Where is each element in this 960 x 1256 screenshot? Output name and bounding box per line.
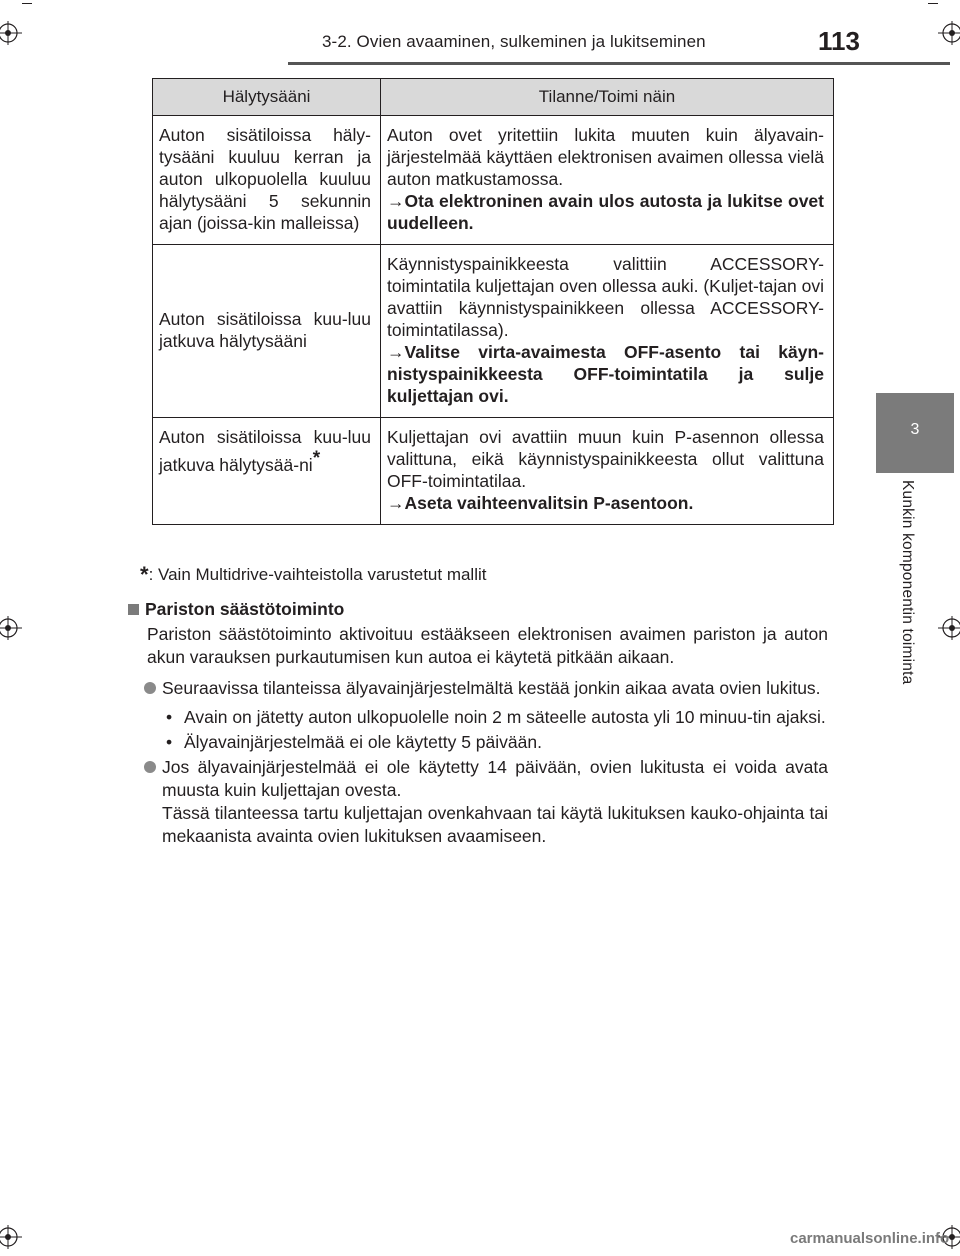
sound-text: Auton sisätiloissa häly-tysääni kuuluu kerran ja auton ulkopuolella kuuluu hälytysääni 5 sekunnin ajan (joissa-kin malleissa) (159, 125, 371, 233)
trim-line (22, 3, 32, 4)
section-body: Pariston säästötoiminto aktivoituu estääkseen elektronisen avaimen pariston ja auton akun varauksen purkautumisen kun autoa ei käytetä pitkään aikaan. (147, 624, 828, 667)
subitem-text: Avain on jätetty auton ulkopuolelle noin 2 m säteelle autosta yli 10 minuu-tin ajaksi. (184, 707, 826, 727)
crop-mark-bottom-left (0, 1222, 30, 1252)
trim-line (928, 3, 938, 4)
column-header-sound: Hälytysääni (153, 79, 381, 116)
table-header-row (153, 79, 834, 116)
footnote-mark: * (312, 448, 321, 469)
crop-mark-top-left (0, 18, 30, 48)
crop-mark-mid-right (930, 613, 960, 643)
section-title-text: Pariston säästötoiminto (145, 599, 345, 619)
situation-text: Auton ovet yritettiin lukita muuten kuin älyavain-järjestelmää käyttäen elektronisen avaimen ollessa vielä auton matkustamossa. (387, 125, 824, 189)
sound-cell (153, 116, 381, 245)
circle-bullet-icon (144, 761, 156, 773)
circle-bullet-icon (144, 682, 156, 694)
column-header-situation: Tilanne/Toimi näin (381, 79, 834, 116)
sound-text: Auton sisätiloissa kuu-luu jatkuva hälytysääni (159, 309, 371, 351)
table-row (153, 116, 834, 245)
chapter-title-vertical (901, 480, 931, 730)
arrow-icon: → (387, 493, 405, 513)
sub-list-item (128, 706, 828, 729)
list-item (128, 756, 828, 848)
action-text: Aseta vaihteenvalitsin P-asentoon. (404, 493, 694, 513)
chapter-number: 3 (910, 421, 920, 438)
crop-mark-mid-left (0, 613, 30, 643)
list-item (128, 677, 828, 700)
arrow-icon: → (387, 191, 405, 211)
dot-bullet-icon: • (166, 707, 173, 727)
footnote-star: * (140, 562, 149, 587)
sound-cell (153, 418, 381, 525)
alarm-table (152, 78, 834, 525)
bullet-text-continued: Tässä tilanteessa tartu kuljettajan ovenkahvaan tai käytä lukituksen kauko-ohjainta tai mekaanista avainta ovien lukituksen avaamiseen. (162, 803, 828, 846)
sound-cell (153, 245, 381, 418)
table-row (153, 418, 834, 525)
situation-cell (381, 245, 834, 418)
chapter-tab (876, 393, 954, 473)
action-text: Valitse virta-avaimesta OFF-asento tai käyn-nistyspainikkeesta OFF-toimintatila ja sulje kuljettajan ovi. (387, 342, 824, 406)
chapter-title: Kunkin komponentin toiminta (899, 480, 916, 685)
square-bullet-icon (128, 604, 139, 615)
battery-saving-section (128, 598, 828, 848)
subitem-text: Älyavainjärjestelmää ei ole käytetty 5 päivään. (184, 732, 542, 752)
situation-cell (381, 116, 834, 245)
table-row (153, 245, 834, 418)
running-header-title: 3-2. Ovien avaaminen, sulkeminen ja lukitseminen (322, 32, 706, 51)
bullet-text: Seuraavissa tilanteissa älyavainjärjestelmältä kestää jonkin aikaa avata ovien lukitus. (162, 678, 821, 698)
sub-list-item (128, 731, 828, 754)
page-number: 113 (818, 26, 860, 56)
action-text: Ota elektroninen avain ulos autosta ja lukitse ovet uudelleen. (387, 191, 824, 233)
crop-mark-top-right (930, 18, 960, 48)
footnote (140, 560, 487, 586)
footnote-text: : Vain Multidrive-vaihteistolla varustetut mallit (148, 565, 487, 584)
dot-bullet-icon: • (166, 732, 173, 752)
section-title (128, 598, 828, 621)
bullet-text: Jos älyavainjärjestelmää ei ole käytetty 14 päivään, ovien lukitusta ei voida avata muusta kuin kuljettajan ovesta. (162, 757, 828, 800)
situation-text: Käynnistyspainikkeesta valittiin ACCESSORY-toimintatila kuljettajan oven ollessa auki. (Kuljet-tajan ovi avattiin käynnistyspainikkeen ollessa ACCESSORY-toimintatilassa). (387, 254, 824, 340)
arrow-icon: → (387, 342, 405, 362)
situation-cell (381, 418, 834, 525)
sound-text: Auton sisätiloissa kuu-luu jatkuva hälytysää-ni (159, 427, 371, 475)
watermark: carmanualsonline.info (790, 1230, 950, 1247)
header-rule (288, 62, 950, 65)
situation-text: Kuljettajan ovi avattiin muun kuin P-asennon ollessa valittuna, eikä käynnistyspainikkeesta ollut valittuna OFF-toimintatilaa. (387, 427, 824, 491)
